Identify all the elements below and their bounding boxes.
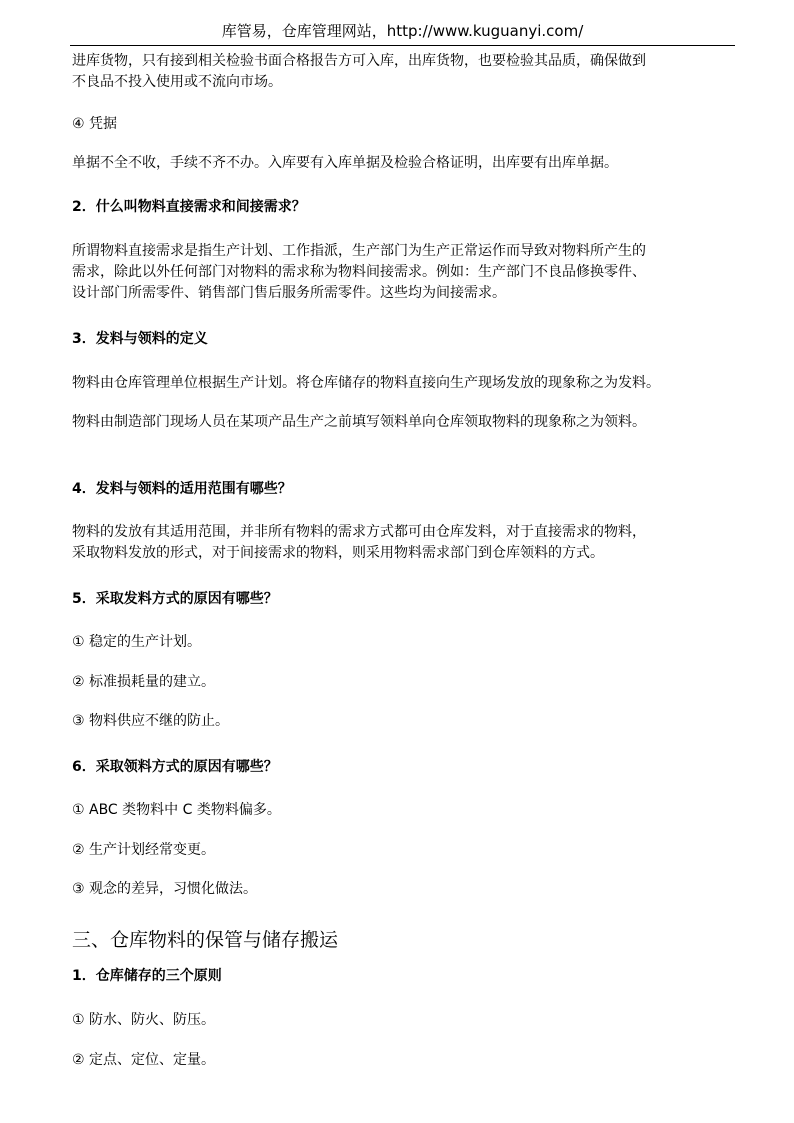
page-header: 库管易，仓库管理网站，http://www.kuguanyi.com/ bbox=[70, 18, 735, 46]
paragraph-line: 进库货物，只有接到相关检验书面合格报告方可入库，出库货物，也要检验其品质，确保做到 bbox=[72, 53, 646, 69]
list-item-text: ① ABC 类物料中 C 类物料偏多。 bbox=[72, 802, 281, 818]
heading-text: 3．发料与领料的定义 bbox=[72, 331, 208, 347]
issue-paragraph bbox=[72, 373, 736, 394]
heading-text: 2．什么叫物料直接需求和间接需求？ bbox=[72, 199, 306, 215]
list-item bbox=[72, 1010, 736, 1031]
paragraph-line: 采取物料发放的形式，对于间接需求的物料，则采用物料需求部门到仓库领料的方式。 bbox=[72, 545, 604, 561]
heading-5 bbox=[72, 589, 736, 610]
list-item bbox=[72, 1050, 736, 1071]
list-item-text: ② 定点、定位、定量。 bbox=[72, 1052, 216, 1068]
list-item bbox=[72, 800, 736, 821]
paragraph-line: 设计部门所需零件、销售部门售后服务所需零件。这些均为间接需求。 bbox=[72, 285, 506, 301]
voucher-paragraph bbox=[72, 153, 736, 174]
paragraph-line: 需求，除此以外任何部门对物料的需求称为物料间接需求。例如：生产部门不良品修换零件、 bbox=[72, 264, 646, 280]
paragraph-line: 单据不全不收，手续不齐不办。入库要有入库单据及检验合格证明，出库要有出库单据。 bbox=[72, 155, 618, 171]
heading-text: 5．采取发料方式的原因有哪些？ bbox=[72, 591, 278, 607]
paragraph-line: 不良品不投入使用或不流向市场。 bbox=[72, 74, 282, 90]
list-item-text: ① 防水、防火、防压。 bbox=[72, 1012, 216, 1028]
heading-3 bbox=[72, 329, 736, 350]
list-item-text: ④ 凭据 bbox=[72, 116, 118, 132]
list-item bbox=[72, 114, 736, 135]
heading-2 bbox=[72, 197, 736, 218]
paragraph-line: 所谓物料直接需求是指生产计划、工作指派，生产部门为生产正常运作而导致对物料所产生的 bbox=[72, 243, 646, 259]
list-item bbox=[72, 879, 736, 900]
heading-storage-principles bbox=[72, 966, 736, 987]
demand-paragraph bbox=[72, 241, 736, 304]
paragraph-line: 物料由制造部门现场人员在某项产品生产之前填写领料单向仓库领取物料的现象称之为领料。 bbox=[72, 414, 646, 430]
heading-text: 1．仓库储存的三个原则 bbox=[72, 968, 222, 984]
heading-4 bbox=[72, 479, 736, 500]
list-item-text: ③ 物料供应不继的防止。 bbox=[72, 713, 230, 729]
list-item bbox=[72, 632, 736, 653]
paragraph-line: 物料由仓库管理单位根据生产计划。将仓库储存的物料直接向生产现场发放的现象称之为发料。 bbox=[72, 375, 660, 391]
list-item bbox=[72, 711, 736, 732]
heading-text: 4．发料与领料的适用范围有哪些？ bbox=[72, 481, 292, 497]
list-item-text: ① 稳定的生产计划。 bbox=[72, 634, 202, 650]
paragraph-line: 物料的发放有其适用范围，并非所有物料的需求方式都可由仓库发料，对于直接需求的物料， bbox=[72, 524, 646, 540]
list-item-text: ② 生产计划经常变更。 bbox=[72, 842, 216, 858]
heading-text: 6．采取领料方式的原因有哪些？ bbox=[72, 759, 278, 775]
list-item bbox=[72, 672, 736, 693]
intro-paragraph bbox=[72, 51, 736, 93]
section-title: 三、仓库物料的保管与储存搬运 bbox=[72, 929, 339, 951]
heading-6 bbox=[72, 757, 736, 778]
list-item-text: ③ 观念的差异，习惯化做法。 bbox=[72, 881, 258, 897]
list-item bbox=[72, 840, 736, 861]
receive-paragraph bbox=[72, 412, 736, 433]
list-item-text: ② 标准损耗量的建立。 bbox=[72, 674, 216, 690]
scope-paragraph bbox=[72, 522, 736, 564]
